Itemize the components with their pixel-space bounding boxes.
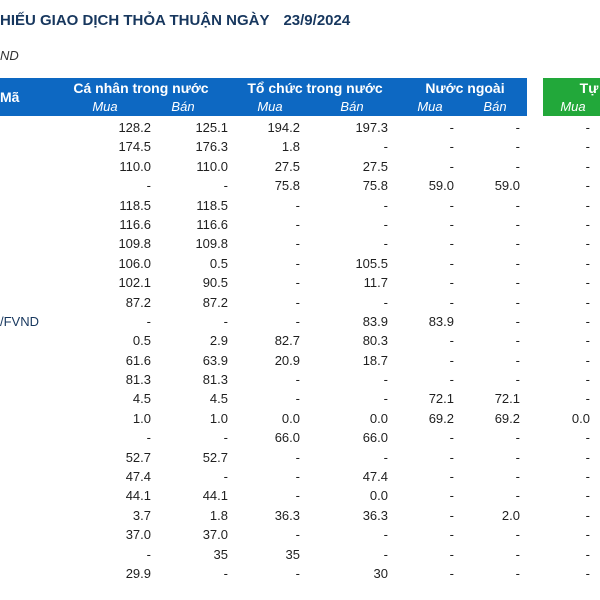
individual-buy-cell: 52.7 — [125, 449, 151, 465]
domestic-institution-header: Tổ chức trong nước — [247, 80, 383, 96]
institution-sell-cell: - — [383, 527, 388, 543]
table-row — [0, 157, 600, 176]
institution-sell-cell: - — [383, 294, 388, 310]
proprietary-buy-cell: - — [585, 255, 590, 271]
institution-buy-cell: 82.7 — [274, 333, 300, 349]
proprietary-group-header: Tự — [579, 80, 599, 96]
individual-buy-cell: 128.2 — [118, 120, 151, 135]
table-row — [0, 506, 600, 525]
individual-sell-cell: - — [223, 469, 228, 485]
individual-sell-cell: 125.1 — [195, 120, 228, 135]
foreign-buy-cell: - — [449, 275, 454, 291]
individual-buy-cell: 118.5 — [119, 197, 151, 213]
individual-buy-cell: 110.0 — [119, 158, 151, 174]
foreign-buy-cell: 83.9 — [428, 313, 454, 329]
individual-buy-cell: - — [146, 313, 151, 329]
foreign-sell-cell: - — [515, 333, 520, 349]
institution-buy-cell: 1.8 — [281, 139, 300, 155]
institution-sell-cell: 47.4 — [362, 469, 388, 485]
individual-sell-cell: - — [223, 565, 228, 581]
institution-sell-cell: 75.8 — [362, 178, 388, 194]
individual-buy-cell: - — [146, 546, 151, 562]
foreign-buy-header: Mua — [417, 99, 443, 114]
institution-sell-cell: 83.9 — [362, 313, 388, 329]
individual-buy-cell: 47.4 — [125, 469, 151, 485]
proprietary-buy-cell: - — [585, 449, 590, 465]
table-row — [0, 525, 600, 544]
individual-buy-cell: 116.6 — [119, 216, 151, 232]
table-row — [0, 176, 600, 195]
domestic-institution-buy-header: Mua — [257, 99, 283, 114]
foreign-buy-cell: - — [449, 197, 454, 213]
individual-sell-cell: - — [223, 178, 228, 194]
institution-buy-cell: - — [295, 449, 300, 465]
individual-buy-cell: - — [146, 430, 151, 446]
institution-buy-cell: - — [295, 313, 300, 329]
institution-sell-cell: 197.3 — [355, 120, 388, 135]
proprietary-buy-cell: 0.0 — [571, 410, 590, 426]
individual-sell-cell: 81.3 — [202, 372, 228, 388]
proprietary-buy-cell: - — [585, 236, 590, 252]
domestic-individual-sell-header: Bán — [171, 99, 195, 114]
unit-label: ND — [0, 48, 19, 63]
foreign-sell-cell: - — [515, 565, 520, 581]
proprietary-buy-cell: - — [585, 139, 590, 155]
report-date: 23/9/2024 — [283, 12, 351, 29]
individual-sell-cell: 35 — [213, 546, 228, 562]
institution-buy-cell: 36.3 — [274, 507, 300, 523]
individual-buy-cell: 3.7 — [132, 507, 151, 523]
table-row — [0, 389, 600, 408]
foreign-buy-cell: - — [449, 333, 454, 349]
foreign-buy-cell: - — [449, 546, 454, 562]
institution-sell-cell: - — [383, 216, 388, 232]
foreign-sell-cell: 72.1 — [494, 391, 520, 407]
proprietary-buy-cell: - — [585, 216, 590, 232]
individual-buy-cell: 102.1 — [118, 275, 151, 291]
foreign-buy-cell: - — [449, 488, 454, 504]
institution-sell-cell: 27.5 — [362, 158, 388, 174]
institution-sell-cell: 11.7 — [363, 275, 388, 291]
institution-buy-cell: - — [295, 469, 300, 485]
individual-sell-cell: 109.8 — [195, 236, 228, 252]
individual-buy-cell: - — [146, 178, 151, 194]
institution-buy-cell: 0.0 — [281, 410, 300, 426]
proprietary-buy-cell: - — [585, 120, 590, 135]
proprietary-buy-cell: - — [585, 197, 590, 213]
individual-sell-cell: 44.1 — [202, 488, 228, 504]
individual-buy-cell: 0.5 — [132, 333, 151, 349]
individual-sell-cell: 4.5 — [209, 391, 228, 407]
foreign-buy-cell: - — [449, 507, 454, 523]
table-row — [0, 234, 600, 253]
foreign-sell-header: Bán — [483, 99, 507, 114]
institution-buy-cell: - — [295, 372, 300, 388]
individual-sell-cell: 176.3 — [195, 139, 228, 155]
proprietary-buy-cell: - — [585, 372, 590, 388]
proprietary-buy-cell: - — [585, 333, 590, 349]
foreign-sell-cell: - — [515, 236, 520, 252]
foreign-sell-cell: - — [515, 255, 520, 271]
table-body — [0, 118, 600, 583]
domestic-individual-buy-header: Mua — [92, 99, 118, 114]
individual-buy-cell: 29.9 — [125, 565, 151, 581]
foreign-sell-cell: - — [515, 469, 520, 485]
stock-code-cell: /FVND — [0, 313, 39, 329]
foreign-sell-cell: - — [515, 275, 520, 291]
institution-buy-cell: - — [295, 294, 300, 310]
individual-sell-cell: 52.7 — [202, 449, 228, 465]
foreign-sell-cell: - — [515, 294, 520, 310]
table-row — [0, 293, 600, 312]
institution-buy-cell: 20.9 — [274, 352, 300, 368]
table-row — [0, 370, 600, 389]
foreign-buy-cell: - — [449, 216, 454, 232]
proprietary-buy-cell: - — [585, 527, 590, 543]
table-row — [0, 448, 600, 467]
institution-sell-cell: - — [383, 236, 388, 252]
individual-sell-cell: 87.2 — [202, 294, 228, 310]
foreign-buy-cell: - — [449, 372, 454, 388]
proprietary-buy-cell: - — [585, 488, 590, 504]
table-row — [0, 312, 600, 331]
table-row — [0, 215, 600, 234]
individual-sell-cell: 63.9 — [202, 352, 228, 368]
foreign-buy-cell: - — [449, 527, 454, 543]
foreign-sell-cell: - — [515, 197, 520, 213]
foreign-sell-cell: 69.2 — [494, 410, 520, 426]
institution-sell-cell: 0.0 — [369, 488, 388, 504]
institution-buy-cell: 75.8 — [274, 178, 300, 194]
foreign-sell-cell: - — [515, 352, 520, 368]
table-row — [0, 467, 600, 486]
foreign-sell-cell: - — [515, 488, 520, 504]
proprietary-buy-cell: - — [585, 158, 590, 174]
institution-sell-cell: 30 — [373, 565, 388, 581]
table-row — [0, 254, 600, 273]
institution-sell-cell: 36.3 — [362, 507, 388, 523]
foreign-sell-cell: - — [515, 313, 520, 329]
foreign-buy-cell: - — [449, 449, 454, 465]
individual-buy-cell: 109.8 — [118, 236, 151, 252]
table-row — [0, 137, 600, 156]
individual-buy-cell: 106.0 — [118, 255, 151, 271]
individual-sell-cell: 116.6 — [196, 216, 228, 232]
individual-buy-cell: 44.1 — [125, 488, 151, 504]
foreign-buy-cell: - — [449, 120, 454, 135]
institution-buy-cell: - — [295, 236, 300, 252]
report-title — [0, 12, 350, 29]
institution-buy-cell: 66.0 — [274, 430, 300, 446]
table-row — [0, 428, 600, 447]
institution-buy-cell: - — [295, 197, 300, 213]
foreign-buy-cell: - — [449, 294, 454, 310]
institution-buy-cell: - — [295, 488, 300, 504]
table-row — [0, 351, 600, 370]
foreign-buy-cell: - — [449, 352, 454, 368]
institution-buy-cell: - — [295, 255, 300, 271]
proprietary-buy-cell: - — [585, 275, 590, 291]
institution-sell-cell: - — [383, 372, 388, 388]
individual-buy-cell: 174.5 — [118, 139, 151, 155]
individual-sell-cell: 1.0 — [209, 410, 228, 426]
foreign-header: Nước ngoài — [425, 80, 505, 96]
foreign-sell-cell: - — [515, 216, 520, 232]
institution-buy-cell: 27.5 — [274, 158, 300, 174]
proprietary-buy-cell: - — [585, 391, 590, 407]
individual-sell-cell: - — [223, 430, 228, 446]
individual-buy-cell: 61.6 — [125, 352, 151, 368]
proprietary-buy-cell: - — [585, 546, 590, 562]
individual-buy-cell: 37.0 — [125, 527, 151, 543]
table-row — [0, 118, 600, 137]
foreign-sell-cell: - — [515, 546, 520, 562]
table-row — [0, 409, 600, 428]
foreign-sell-cell: - — [515, 372, 520, 388]
institution-sell-cell: - — [383, 449, 388, 465]
foreign-buy-cell: - — [449, 469, 454, 485]
proprietary-buy-header: Mua — [560, 99, 586, 114]
institution-sell-cell: 105.5 — [355, 255, 388, 271]
foreign-buy-cell: 72.1 — [428, 391, 454, 407]
table-header — [0, 78, 527, 116]
foreign-buy-cell: - — [449, 158, 454, 174]
table-row — [0, 273, 600, 292]
individual-sell-cell: 1.8 — [209, 507, 228, 523]
table-row — [0, 486, 600, 505]
foreign-sell-cell: - — [515, 449, 520, 465]
institution-sell-cell: 66.0 — [362, 430, 388, 446]
foreign-buy-cell: 69.2 — [428, 410, 454, 426]
institution-sell-cell: 18.7 — [362, 352, 388, 368]
foreign-sell-cell: - — [515, 139, 520, 155]
table-row — [0, 545, 600, 564]
institution-buy-cell: - — [295, 216, 300, 232]
individual-sell-cell: 110.0 — [196, 158, 228, 174]
proprietary-buy-cell: - — [585, 430, 590, 446]
domestic-institution-sell-header: Bán — [340, 99, 364, 114]
proprietary-buy-cell: - — [585, 352, 590, 368]
institution-sell-cell: - — [383, 546, 388, 562]
proprietary-buy-cell: - — [585, 565, 590, 581]
foreign-buy-cell: 59.0 — [428, 178, 454, 194]
proprietary-buy-cell: - — [585, 178, 590, 194]
institution-buy-cell: - — [295, 275, 300, 291]
proprietary-buy-cell: - — [585, 294, 590, 310]
foreign-sell-cell: 2.0 — [501, 507, 520, 523]
title-text: HIẾU GIAO DỊCH THỎA THUẬN NGÀY — [0, 12, 270, 29]
proprietary-buy-cell: - — [585, 507, 590, 523]
foreign-sell-cell: 59.0 — [494, 178, 520, 194]
foreign-buy-cell: - — [449, 255, 454, 271]
institution-sell-cell: - — [383, 197, 388, 213]
individual-sell-cell: - — [223, 313, 228, 329]
foreign-sell-cell: - — [515, 120, 520, 135]
individual-sell-cell: 90.5 — [202, 275, 228, 291]
institution-buy-cell: 35 — [285, 546, 300, 562]
foreign-buy-cell: - — [449, 565, 454, 581]
institution-buy-cell: - — [295, 391, 300, 407]
individual-sell-cell: 2.9 — [209, 333, 228, 349]
individual-buy-cell: 1.0 — [132, 410, 151, 426]
institution-buy-cell: - — [295, 565, 300, 581]
individual-buy-cell: 4.5 — [132, 391, 151, 407]
foreign-sell-cell: - — [515, 430, 520, 446]
institution-sell-cell: - — [383, 391, 388, 407]
foreign-buy-cell: - — [449, 430, 454, 446]
table-row — [0, 196, 600, 215]
individual-sell-cell: 37.0 — [202, 527, 228, 543]
table-row — [0, 564, 600, 583]
proprietary-buy-cell: - — [585, 469, 590, 485]
foreign-sell-cell: - — [515, 158, 520, 174]
code-column-header: Mã — [0, 89, 20, 105]
institution-sell-cell: 80.3 — [362, 333, 388, 349]
institution-buy-cell: 194.2 — [267, 120, 300, 135]
individual-sell-cell: 118.5 — [196, 197, 228, 213]
institution-buy-cell: - — [295, 527, 300, 543]
proprietary-header — [543, 78, 600, 116]
foreign-buy-cell: - — [449, 236, 454, 252]
individual-buy-cell: 87.2 — [125, 294, 151, 310]
individual-buy-cell: 81.3 — [125, 372, 151, 388]
foreign-sell-cell: - — [515, 527, 520, 543]
institution-sell-cell: - — [383, 139, 388, 155]
table-row — [0, 331, 600, 350]
proprietary-buy-cell: - — [585, 313, 590, 329]
foreign-buy-cell: - — [449, 139, 454, 155]
individual-sell-cell: 0.5 — [209, 255, 228, 271]
institution-sell-cell: 0.0 — [369, 410, 388, 426]
domestic-individual-header: Cá nhân trong nước — [73, 80, 209, 96]
